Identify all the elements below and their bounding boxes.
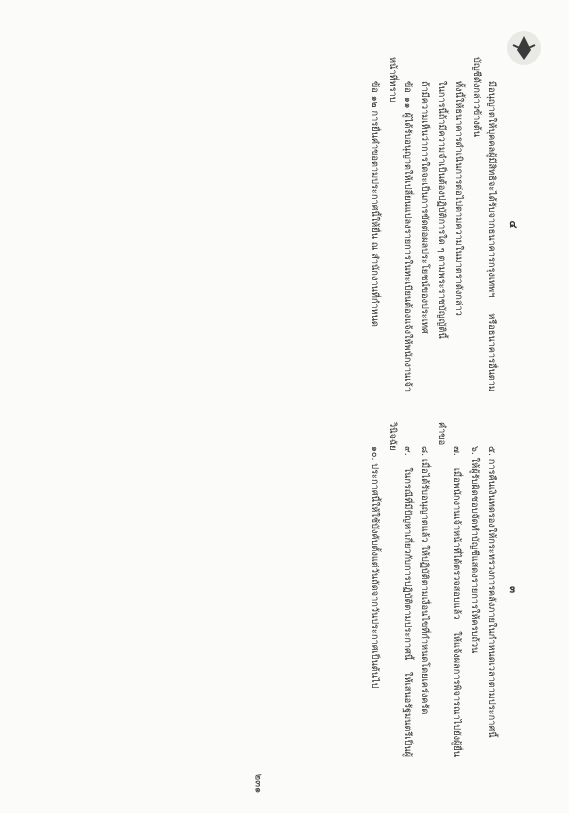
paragraph: ๙. ในกรณีที่มีปัญหาเกี่ยวกับการปฏิบัติตามประกาศนี้ ให้เสนอรัฐมนตรีเป็นผู้วินิจฉัย [386, 421, 413, 757]
paragraph: ๘. เมื่อได้รับอนุญาตแล้ว ให้ปฏิบัติตามเงื่อนไขที่กำหนดโดยเคร่งครัด [418, 445, 430, 714]
paragraph: ๑๐. ประกาศนี้ให้ใช้บังคับตั้งแต่วันถัดจากวันประกาศเป็นต้นไป [368, 445, 380, 688]
paragraph: ทั้งนี้ให้ธนาคารดำเนินการต่อไปตามความในมาตราดังกล่าว [452, 80, 464, 316]
rotated-page-content [50, 57, 520, 757]
paragraph: ๕. การคืนเงินทดรองให้กระทรวงการคลังภายในกำหนดเวลาตามประกาศนี้ [485, 445, 497, 737]
paragraph: ๖. ให้ผู้รับผิดชอบจัดทำบัญชีแสดงรายการให้ครบถ้วน [468, 445, 480, 653]
page-number: ๒๓๑ [252, 773, 264, 794]
paragraph: ข้อ ๑๒ การยื่นคำขอตามประกาศนี้ให้ยื่น ณ สำนักงานที่กำหนด [368, 80, 380, 327]
paragraph: ในการนี้ถ้ามีความจำเป็นต้องปฏิบัติการใด ๆ ตามพระราชบัญญัตินี้ [435, 80, 447, 339]
page-marker: ๔ [506, 220, 518, 228]
left-text-column [50, 57, 520, 392]
paragraph: ถ้ามีความเห็นว่าการใดจะเป็นการขัดต่อผลประโยชน์ของประเทศ [418, 80, 430, 334]
paragraph: ๗. เมื่อพนักงานเจ้าหน้าที่ได้ตรวจสอบแล้ว ให้แจ้งผลการพิจารณาไปยังผู้ยื่นคำขอ [435, 421, 462, 757]
paragraph: มีอนุญาตให้บุคคลผู้มีสิทธิจะได้รับจากธนาคารกรุงเทพฯ หรือธนาคารอื่นตามบัญชีดังกล่าวข้างต้น [470, 56, 497, 392]
paragraph: ข้อ ๑๑ ผู้ได้รับอนุญาตให้เปลี่ยนแปลงรายการในทะเบียนต้องแจ้งให้พนักงานเจ้าหน้าที่ทราบ [386, 56, 413, 392]
right-text-column [50, 422, 520, 757]
page-marker: ๓ [506, 585, 518, 593]
